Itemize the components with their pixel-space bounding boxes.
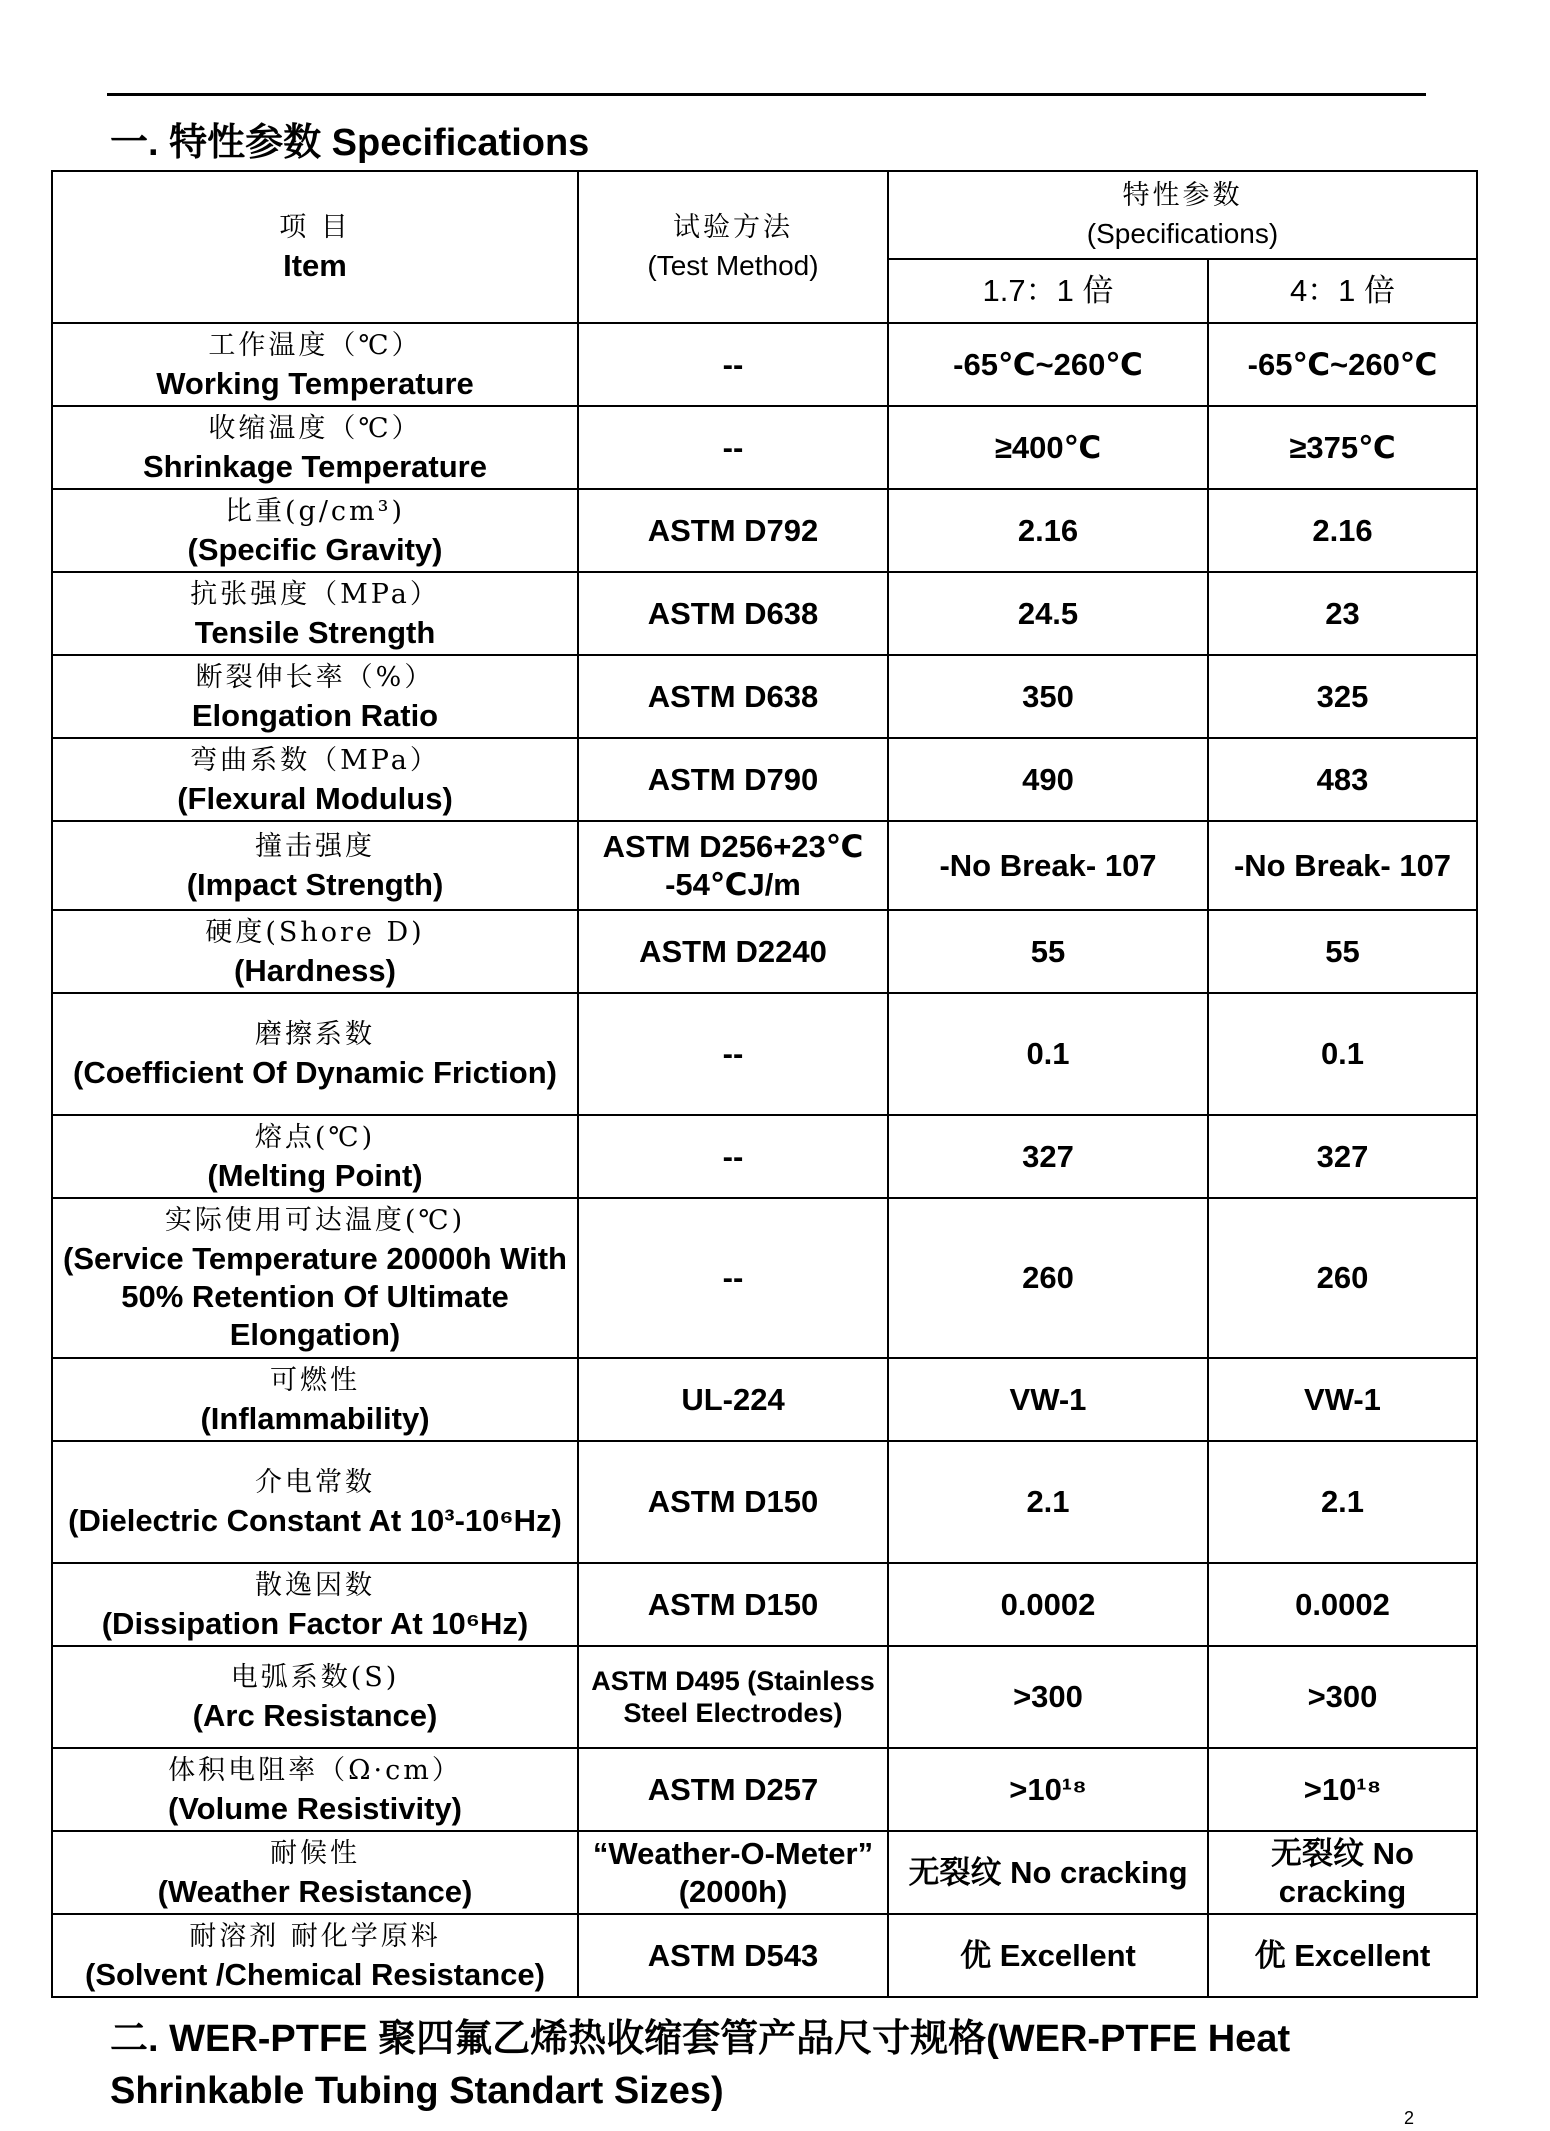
test-method-cell: ASTM D2240 bbox=[578, 910, 888, 993]
item-name-zh: 体积电阻率（Ω·cm） bbox=[168, 1754, 462, 1786]
value-4x-cell: 23 bbox=[1208, 572, 1477, 655]
test-method-cell: ASTM D257 bbox=[578, 1748, 888, 1831]
section-2-title: 二. WER-PTFE 聚四氟乙烯热收缩套管产品尺寸规格(WER-PTFE Heat Shrinkable Tubing Standart Sizes) bbox=[110, 2018, 1291, 2112]
item-name-zh: 耐溶剂 耐化学原料 bbox=[189, 1920, 441, 1952]
table-row bbox=[52, 1646, 1477, 1748]
value-1.7x-cell: 优 Excellent bbox=[888, 1914, 1208, 1997]
item-name-zh: 介电常数 bbox=[255, 1467, 375, 1498]
header-row bbox=[52, 171, 1477, 259]
value-4x-cell: 327 bbox=[1208, 1115, 1477, 1198]
item-name-en: (Solvent /Chemical Resistance) bbox=[85, 1956, 545, 1992]
test-method-cell: ASTM D790 bbox=[578, 738, 888, 821]
item-cell bbox=[52, 1914, 578, 1997]
value-4x-cell: 0.0002 bbox=[1208, 1563, 1477, 1646]
value-4x-cell: 2.1 bbox=[1208, 1441, 1477, 1563]
value-4x-cell: 325 bbox=[1208, 655, 1477, 738]
value-1.7x-cell: 2.16 bbox=[888, 489, 1208, 572]
item-name-en: (Impact Strength) bbox=[186, 866, 444, 902]
value-4x-cell: 无裂纹 No cracking bbox=[1208, 1831, 1477, 1914]
value-4x-cell: 0.1 bbox=[1208, 993, 1477, 1115]
header-method bbox=[578, 171, 888, 323]
item-name-zh: 熔点(℃) bbox=[254, 1121, 376, 1153]
table-row bbox=[52, 1441, 1477, 1563]
item-name-zh: 硬度(Shore D) bbox=[205, 916, 425, 948]
value-4x-cell: 483 bbox=[1208, 738, 1477, 821]
table-row bbox=[52, 1198, 1477, 1358]
header-item-en: Item bbox=[283, 248, 347, 283]
item-name-zh: 收缩温度（℃） bbox=[208, 412, 422, 444]
value-1.7x-cell: 260 bbox=[888, 1198, 1208, 1358]
header-col-1: 1.7：1 倍 bbox=[888, 259, 1208, 323]
item-name-en: (Dissipation Factor At 10⁶Hz) bbox=[101, 1605, 529, 1641]
item-name-zh: 实际使用可达温度(℃) bbox=[164, 1205, 466, 1236]
item-cell bbox=[52, 1646, 578, 1748]
item-cell bbox=[52, 821, 578, 910]
value-1.7x-cell: 327 bbox=[888, 1115, 1208, 1198]
value-1.7x-cell: ≥400℃ bbox=[888, 406, 1208, 489]
table-row bbox=[52, 993, 1477, 1115]
item-name-zh: 断裂伸长率（%） bbox=[195, 661, 435, 693]
table-row bbox=[52, 738, 1477, 821]
top-rule bbox=[107, 93, 1426, 96]
test-method-cell: ASTM D638 bbox=[578, 655, 888, 738]
item-name-en: (Service Temperature 20000h With 50% Retention Of Ultimate Elongation) bbox=[63, 1241, 567, 1352]
value-4x-cell: >10¹⁸ bbox=[1208, 1748, 1477, 1831]
value-1.7x-cell: 0.1 bbox=[888, 993, 1208, 1115]
table-row bbox=[52, 821, 1477, 910]
table-row bbox=[52, 1831, 1477, 1914]
item-name-en: (Flexural Modulus) bbox=[177, 780, 453, 816]
value-1.7x-cell: 24.5 bbox=[888, 572, 1208, 655]
item-name-en: (Coefficient Of Dynamic Friction) bbox=[73, 1055, 557, 1090]
item-cell bbox=[52, 1748, 578, 1831]
page-number: 2 bbox=[1403, 2108, 1414, 2128]
test-method-cell: ASTM D256+23℃ -54℃J/m bbox=[578, 821, 888, 910]
test-method-cell: -- bbox=[578, 406, 888, 489]
test-method-cell: ASTM D543 bbox=[578, 1914, 888, 1997]
test-method-cell: -- bbox=[578, 1198, 888, 1358]
header-method-zh: 试验方法 bbox=[673, 212, 793, 243]
table-row bbox=[52, 1748, 1477, 1831]
item-name-en: (Arc Resistance) bbox=[192, 1698, 438, 1733]
value-1.7x-cell: 无裂纹 No cracking bbox=[888, 1831, 1208, 1914]
item-name-zh: 散逸因数 bbox=[255, 1569, 375, 1601]
item-cell bbox=[52, 655, 578, 738]
value-1.7x-cell: >300 bbox=[888, 1646, 1208, 1748]
item-name-en: (Dielectric Constant At 10³-10⁶Hz) bbox=[68, 1503, 562, 1538]
item-cell bbox=[52, 1115, 578, 1198]
value-4x-cell: 55 bbox=[1208, 910, 1477, 993]
value-1.7x-cell: 0.0002 bbox=[888, 1563, 1208, 1646]
value-1.7x-cell: 2.1 bbox=[888, 1441, 1208, 1563]
table-row bbox=[52, 1358, 1477, 1441]
test-method-cell: “Weather-O-Meter” (2000h) bbox=[578, 1831, 888, 1914]
item-cell bbox=[52, 489, 578, 572]
test-method-cell: ASTM D638 bbox=[578, 572, 888, 655]
test-method-cell: -- bbox=[578, 1115, 888, 1198]
item-name-en: (Volume Resistivity) bbox=[167, 1790, 462, 1826]
value-4x-cell: 优 Excellent bbox=[1208, 1914, 1477, 1997]
item-name-en: Working Temperature bbox=[156, 365, 474, 401]
test-method-cell: -- bbox=[578, 323, 888, 406]
table-row bbox=[52, 655, 1477, 738]
item-name-en: Shrinkage Temperature bbox=[143, 448, 487, 484]
test-method-cell: UL-224 bbox=[578, 1358, 888, 1441]
test-method-cell: ASTM D792 bbox=[578, 489, 888, 572]
value-1.7x-cell: >10¹⁸ bbox=[888, 1748, 1208, 1831]
value-4x-cell: VW-1 bbox=[1208, 1358, 1477, 1441]
test-method-cell: ASTM D150 bbox=[578, 1441, 888, 1563]
item-name-en: (Specific Gravity) bbox=[187, 531, 443, 567]
value-4x-cell: >300 bbox=[1208, 1646, 1477, 1748]
value-1.7x-cell: 490 bbox=[888, 738, 1208, 821]
value-1.7x-cell: VW-1 bbox=[888, 1358, 1208, 1441]
section-1-title: 一. 特性参数 Specifications bbox=[110, 122, 590, 164]
header-item bbox=[52, 171, 578, 323]
value-1.7x-cell: -65℃~260℃ bbox=[888, 323, 1208, 406]
value-4x-cell: -65℃~260℃ bbox=[1208, 323, 1477, 406]
value-1.7x-cell: 55 bbox=[888, 910, 1208, 993]
header-item-zh: 项 目 bbox=[279, 212, 351, 243]
table-row bbox=[52, 1563, 1477, 1646]
item-name-zh: 耐候性 bbox=[270, 1837, 360, 1869]
item-cell bbox=[52, 1198, 578, 1358]
item-cell bbox=[52, 572, 578, 655]
table-row bbox=[52, 572, 1477, 655]
item-name-zh: 抗张强度（MPa） bbox=[190, 578, 440, 610]
item-name-en: (Melting Point) bbox=[207, 1157, 423, 1193]
table-row bbox=[52, 406, 1477, 489]
item-cell bbox=[52, 1831, 578, 1914]
item-cell bbox=[52, 1358, 578, 1441]
table-row bbox=[52, 910, 1477, 993]
header-method-en: (Test Method) bbox=[647, 250, 819, 281]
table-row bbox=[52, 1115, 1477, 1198]
item-cell bbox=[52, 910, 578, 993]
value-4x-cell: 2.16 bbox=[1208, 489, 1477, 572]
item-name-en: (Hardness) bbox=[234, 952, 396, 988]
test-method-cell: ASTM D150 bbox=[578, 1563, 888, 1646]
table-row bbox=[52, 489, 1477, 572]
table-row bbox=[52, 1914, 1477, 1997]
test-method-cell: ASTM D495 (Stainless Steel Electrodes) bbox=[578, 1646, 888, 1748]
item-cell bbox=[52, 1563, 578, 1646]
test-method-cell: -- bbox=[578, 993, 888, 1115]
item-cell bbox=[52, 738, 578, 821]
item-name-zh: 可燃性 bbox=[270, 1364, 360, 1396]
item-name-zh: 工作温度（℃） bbox=[208, 329, 422, 361]
item-name-zh: 弯曲系数（MPa） bbox=[190, 744, 440, 776]
item-cell bbox=[52, 323, 578, 406]
item-name-zh: 比重(g/cm³) bbox=[225, 495, 405, 527]
header-spec-en: (Specifications) bbox=[1086, 218, 1279, 249]
value-1.7x-cell: 350 bbox=[888, 655, 1208, 738]
item-name-en: (Inflammability) bbox=[200, 1400, 430, 1436]
header-spec bbox=[888, 171, 1477, 259]
item-name-zh: 磨擦系数 bbox=[255, 1019, 375, 1050]
value-4x-cell: 260 bbox=[1208, 1198, 1477, 1358]
item-name-en: Elongation Ratio bbox=[191, 697, 439, 733]
item-name-en: (Weather Resistance) bbox=[157, 1873, 473, 1909]
header-col-2: 4：1 倍 bbox=[1208, 259, 1477, 323]
item-cell bbox=[52, 406, 578, 489]
item-name-en: Tensile Strength bbox=[194, 614, 436, 650]
value-4x-cell: -No Break- 107 bbox=[1208, 821, 1477, 910]
item-cell bbox=[52, 993, 578, 1115]
value-1.7x-cell: -No Break- 107 bbox=[888, 821, 1208, 910]
item-cell bbox=[52, 1441, 578, 1563]
value-4x-cell: ≥375℃ bbox=[1208, 406, 1477, 489]
item-name-zh: 电弧系数(S) bbox=[230, 1662, 400, 1693]
item-name-zh: 撞击强度 bbox=[255, 830, 375, 862]
table-row bbox=[52, 323, 1477, 406]
header-spec-zh: 特性参数 bbox=[1122, 180, 1243, 211]
specifications-table bbox=[51, 170, 1478, 1998]
